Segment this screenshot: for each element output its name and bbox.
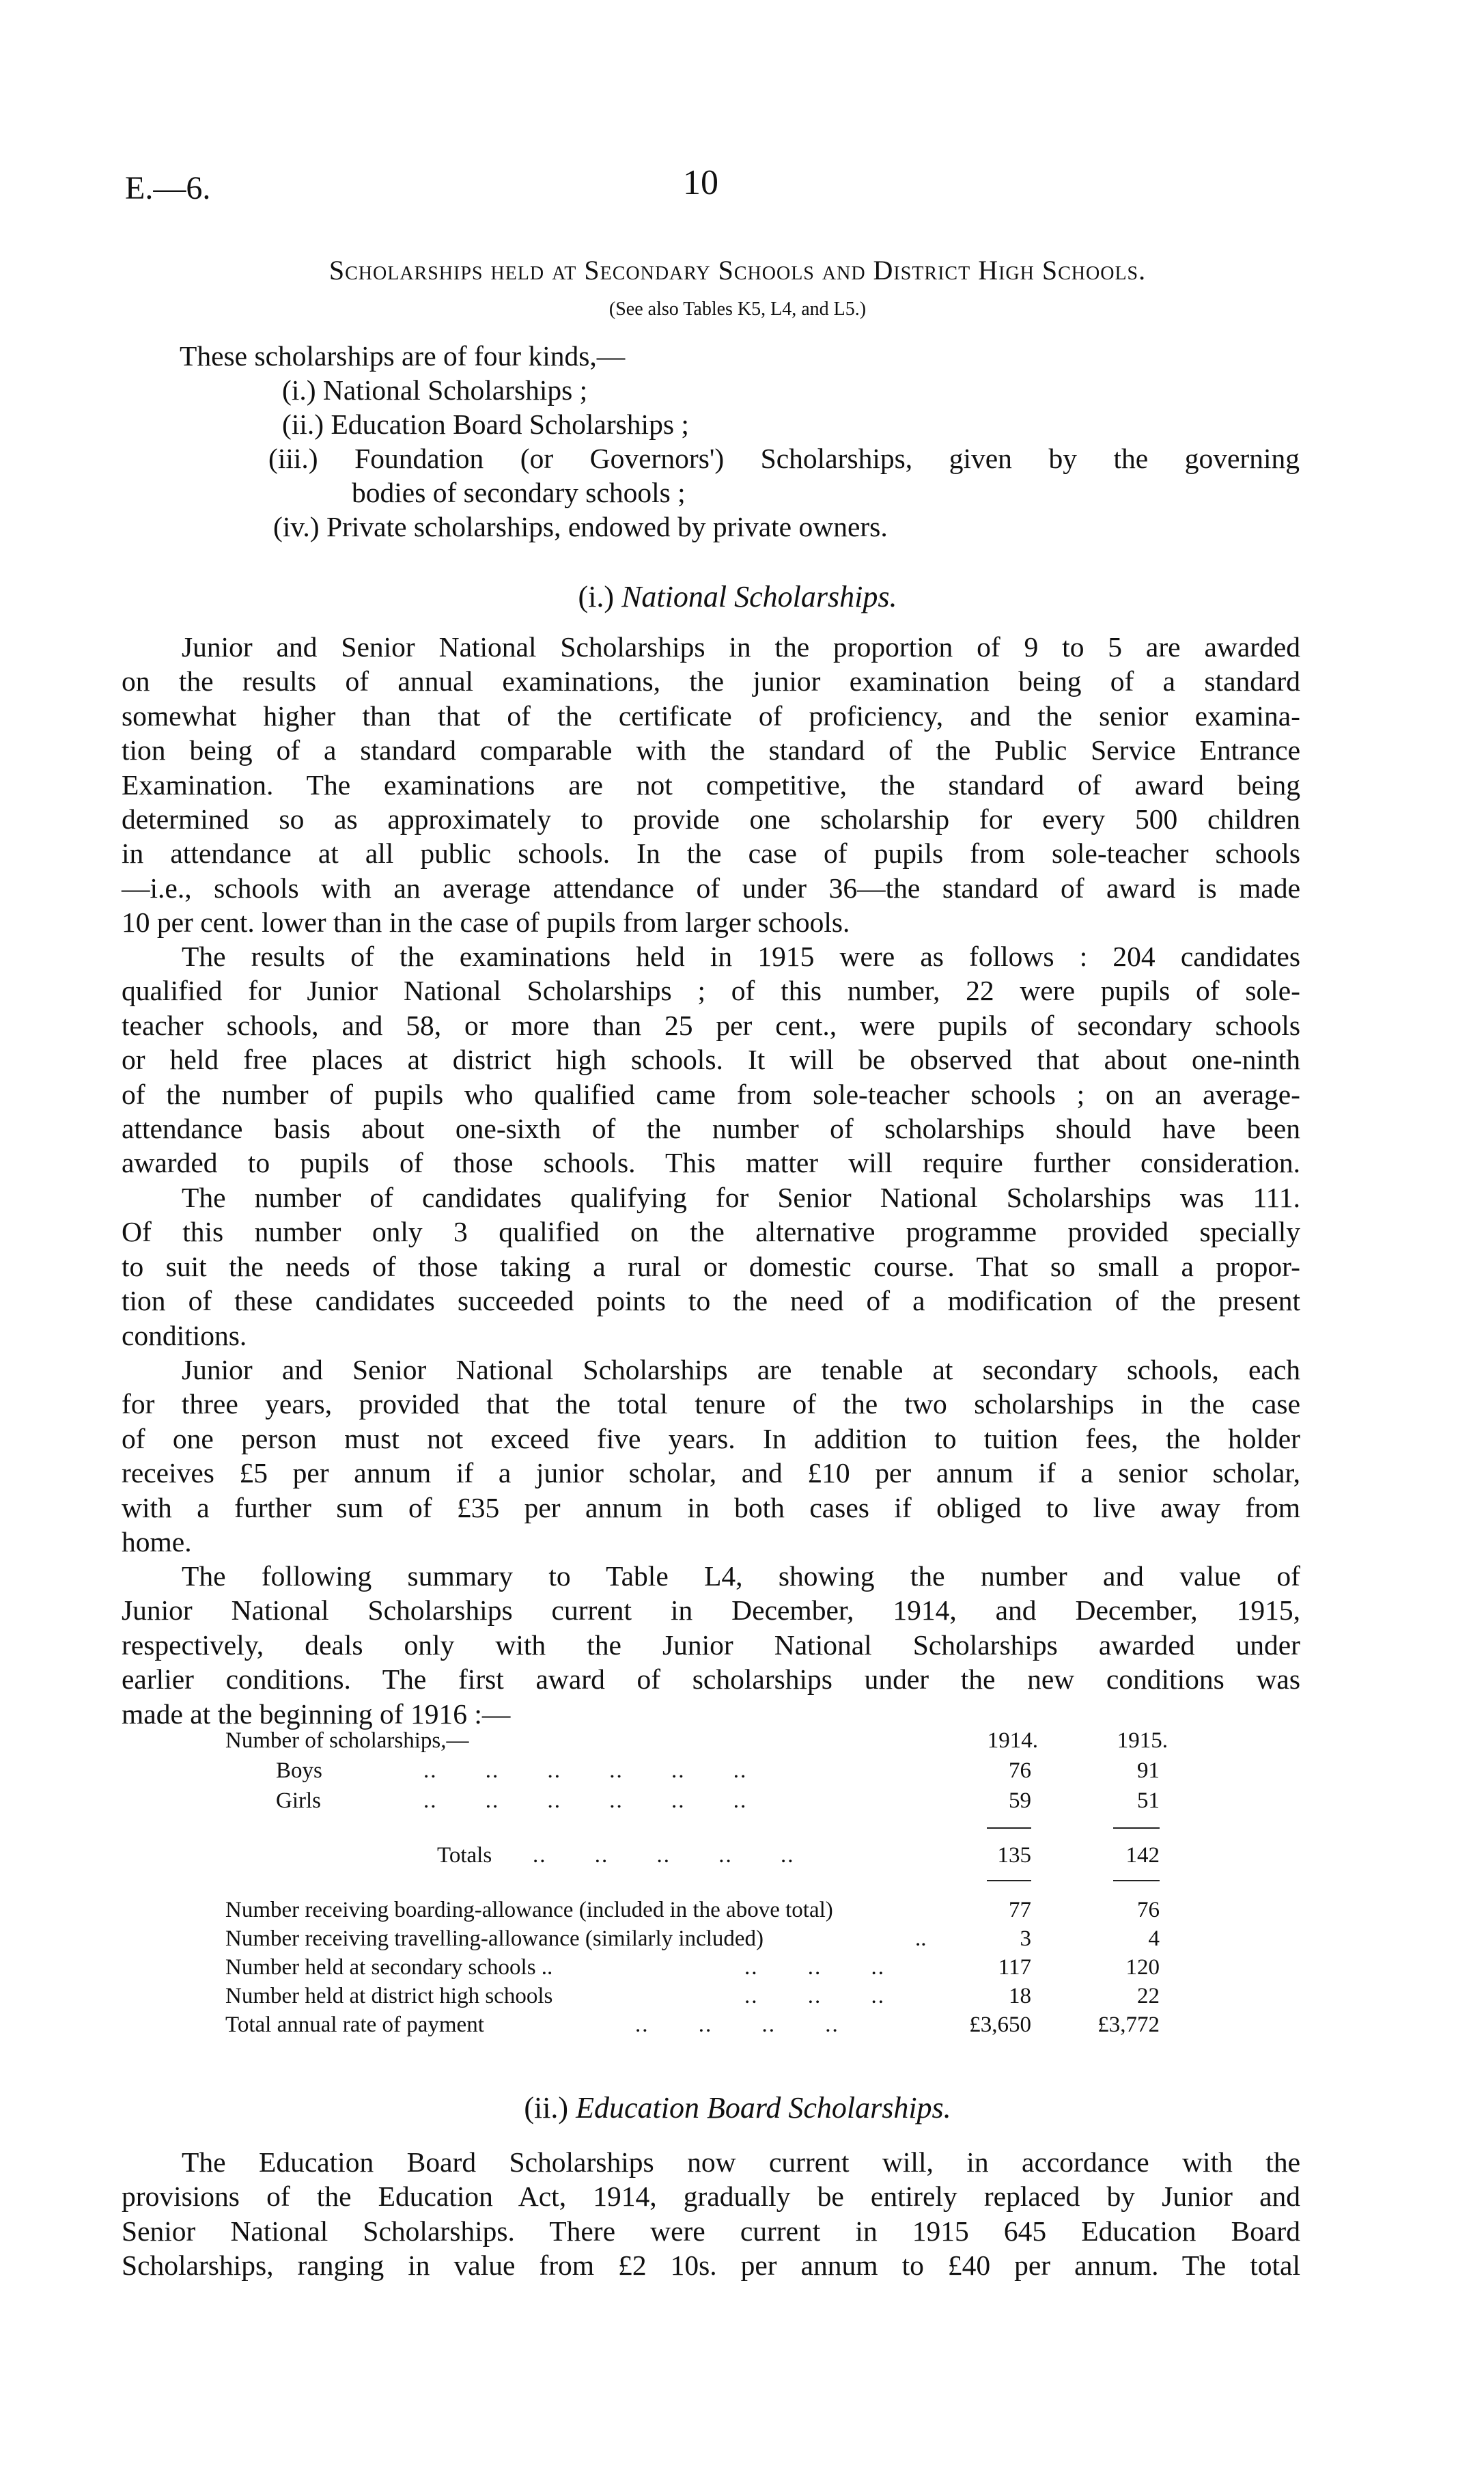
column-header-1915: 1915. [1117,1728,1168,1753]
text-line: awarded to pupils of those schools. This matter will require further consideration. [122,1147,1300,1179]
kind-item: (iv.) Private scholarships, endowed by private owners. [273,511,888,542]
paragraph-education-board-1 [122,2145,1300,2283]
paragraph-national-1 [122,630,1300,940]
document-code: E.—6. [125,170,211,206]
section-number: (ii.) [524,2091,569,2125]
value-1915: 51 [1137,1788,1160,1813]
kind-item: (iii.) Foundation (or Governors') Scholarships, given by the governing [268,443,1300,474]
value-1914: 18 [1009,1984,1031,2008]
row-leader: .. .. .. .. .. .. [423,1788,748,1813]
subtotal-rule-1915 [1113,1827,1160,1829]
value-1914: 3 [1020,1926,1031,1951]
text-line: respectively, deals only with the Junior National Scholarships awarded under [122,1629,1300,1661]
text-line: home. [122,1525,192,1558]
section-title: Education Board Scholarships. [576,2091,951,2125]
value-1915: 91 [1137,1758,1160,1783]
value-1914: 77 [1009,1898,1031,1922]
text-line: —i.e., schools with an average attendance of under 36—the standard of award is made [122,872,1300,904]
text-line: conditions. [122,1319,247,1351]
text-line: of the number of pupils who qualified came from sole-teacher schools ; on an average- [122,1078,1300,1110]
value-1915: 120 [1125,1955,1160,1980]
text-line: in attendance at all public schools. In the case of pupils from sole-teacher schools [122,838,1300,870]
value-1914: 76 [1009,1758,1031,1783]
text-line: 10 per cent. lower than in the case of pupils from larger schools. [122,907,850,939]
page-subtitle: (See also Tables K5, L4, and L5.) [608,299,867,320]
text-line: with a further sum of £35 per annum in both cases if obliged to live away from [122,1491,1300,1523]
row-leader: .. [915,1926,927,1951]
total-rule-1915 [1113,1880,1160,1881]
text-line: earlier conditions. The first award of scholarships under the new conditions was [122,1663,1300,1696]
paragraph-national-3 [122,1180,1300,1353]
subtotal-rule-1914 [987,1827,1031,1829]
intro-lead: These scholarships are of four kinds,— [180,340,626,372]
total-1914: 135 [997,1843,1031,1868]
text-line: provisions of the Education Act, 1914, gradually be entirely replaced by Junior and [122,2181,1300,2213]
totals-label: Totals [437,1843,492,1868]
value-1915: 76 [1137,1898,1160,1922]
text-line: made at the beginning of 1916 :— [122,1698,511,1730]
text-line: Junior National Scholarships current in December, 1914, and December, 1915, [122,1594,1300,1627]
section-title: National Scholarships. [621,580,897,613]
row-label: Girls [276,1788,321,1813]
row-leader: .. .. .. .. [635,2012,839,2037]
section-number: (i.) [578,580,615,613]
text-line: Senior National Scholarships. There were current in 1915 645 Education Board [122,2215,1300,2247]
row-label: Total annual rate of payment [225,2012,484,2037]
row-leader: .. .. .. [744,1984,885,2008]
text-line: attendance basis about one-sixth of the number of scholarships should have been [122,1112,1300,1144]
text-line: teacher schools, and 58, or more than 25 per cent., were pupils of secondary schools [122,1009,1300,1041]
table-label: Number of scholarships,— [225,1728,469,1753]
text-line: qualified for Junior National Scholarships ; of this number, 22 were pupils of sole- [122,975,1300,1007]
paragraph-national-5 [122,1559,1300,1731]
paragraph-national-2 [122,939,1300,1180]
column-header-1914: 1914. [987,1728,1038,1753]
text-line: for three years, provided that the total tenure of the two scholarships in the case [122,1388,1300,1420]
text-line: tion being of a standard comparable with the standard of the Public Service Entrance [122,734,1300,766]
text-line: tion of these candidates succeeded points to the need of a modification of the present [122,1285,1300,1317]
text-line: Of this number only 3 qualified on the alternative programme provided specially [122,1216,1300,1248]
text-line: Scholarships, ranging in value from £2 10s. per annum to £40 per annum. The total [122,2250,1300,2282]
value-1915: £3,772 [1097,2012,1160,2037]
section-heading-national [123,579,1352,614]
kind-item-continued: bodies of secondary schools ; [352,477,686,508]
text-line: on the results of annual examinations, the junior examination being of a standard [122,665,1300,697]
text-line: The number of candidates qualifying for Senior National Scholarships was 111. [182,1182,1300,1213]
value-1914: £3,650 [969,2012,1031,2037]
text-line: The Education Board Scholarships now current will, in accordance with the [182,2146,1300,2178]
text-line: determined so as approximately to provide one scholarship for every 500 children [122,803,1300,835]
text-line: of one person must not exceed five years. In addition to tuition fees, the holder [122,1422,1300,1454]
row-label: Number held at district high schools [225,1984,553,2008]
text-line: to suit the needs of those taking a rural or domestic course. That so small a propor- [122,1250,1300,1282]
text-line: The following summary to Table L4, showing the number and value of [182,1560,1300,1592]
row-label: Number receiving boarding-allowance (included in the above total) [225,1898,833,1922]
value-1915: 4 [1148,1926,1160,1951]
row-label: Number receiving travelling-allowance (similarly included) [225,1926,764,1951]
value-1914: 117 [998,1955,1031,1980]
text-line: Junior and Senior National Scholarships are tenable at secondary schools, each [182,1354,1300,1385]
page-title: Scholarships held at Secondary Schools and District High Schools. [328,255,1147,286]
value-1915: 22 [1137,1984,1160,2008]
row-leader: .. .. .. [744,1955,885,1980]
row-leader: .. .. .. .. .. [533,1843,795,1868]
text-line: or held free places at district high schools. It will be observed that about one-ninth [122,1044,1300,1076]
paragraph-national-4 [122,1353,1300,1559]
text-line: The results of the examinations held in 1915 were as follows : 204 candidates [182,941,1300,972]
section-heading-education-board [123,2090,1352,2125]
kind-item: (ii.) Education Board Scholarships ; [282,409,689,440]
text-line: receives £5 per annum if a junior scholar, and £10 per annum if a senior scholar, [122,1457,1300,1489]
kind-item: (i.) National Scholarships ; [282,374,588,406]
value-1914: 59 [1009,1788,1031,1813]
row-leader: .. .. .. .. .. .. [423,1758,748,1783]
total-rule-1914 [987,1880,1031,1881]
text-line: Examination. The examinations are not competitive, the standard of award being [122,769,1300,801]
scholarship-summary-table [225,1728,1277,2056]
total-1915: 142 [1125,1843,1160,1868]
row-label: Number held at secondary schools .. [225,1955,553,1980]
row-label: Boys [276,1758,322,1783]
page-number: 10 [683,163,718,202]
text-line: somewhat higher than that of the certificate of proficiency, and the senior examina- [122,700,1300,732]
text-line: Junior and Senior National Scholarships in the proportion of 9 to 5 are awarded [182,631,1300,663]
